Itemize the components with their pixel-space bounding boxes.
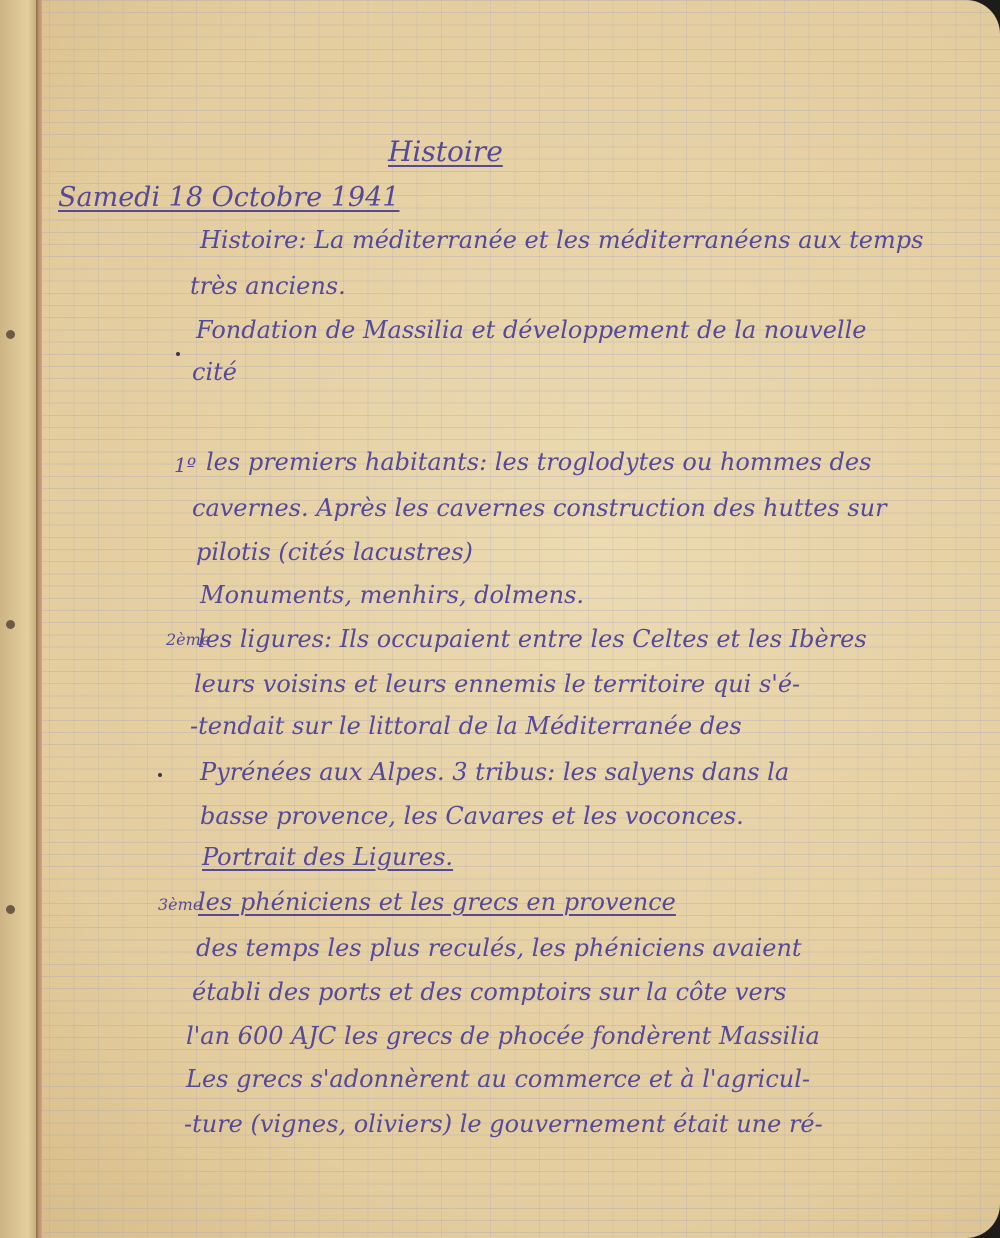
ink-dot <box>158 773 162 777</box>
text-line: très anciens. <box>190 272 346 300</box>
section-number: 1º <box>174 453 197 477</box>
text-line: pilotis (cités lacustres) <box>196 538 473 566</box>
text-line: les ligures: Ils occupaient entre les Celtes et les Ibères <box>198 625 867 653</box>
section-number: 3ème <box>158 895 203 914</box>
previous-page-edge <box>0 0 40 1238</box>
text-line: -ture (vignes, oliviers) le gouvernement était une ré- <box>184 1110 823 1138</box>
entry-date: Samedi 18 Octobre 1941 <box>58 182 400 213</box>
text-line: leurs voisins et leurs ennemis le territoire qui s'é- <box>194 670 801 698</box>
page-title: Histoire <box>388 135 503 168</box>
text-line: cavernes. Après les cavernes construction des huttes sur <box>192 494 887 522</box>
text-line: l'an 600 AJC les grecs de phocée fondèrent Massilia <box>186 1022 820 1050</box>
section-heading: les phéniciens et les grecs en provence <box>198 888 676 916</box>
margin-line <box>40 0 42 1238</box>
section-heading: Portrait des Ligures. <box>202 843 454 871</box>
section-number: 2ème <box>166 630 211 649</box>
text-line: basse provence, les Cavares et les voconces. <box>200 802 744 830</box>
ink-dot <box>176 352 180 356</box>
text-line: Monuments, menhirs, dolmens. <box>200 581 585 609</box>
text-line: les premiers habitants: les troglodytes ou hommes des <box>206 448 872 476</box>
text-line: Pyrénées aux Alpes. 3 tribus: les salyens dans la <box>200 758 790 786</box>
text-line: des temps les plus reculés, les phéniciens avaient <box>196 934 802 962</box>
text-line: Histoire: La méditerranée et les méditerranéens aux temps <box>200 226 924 254</box>
text-line: établi des ports et des comptoirs sur la côte vers <box>192 978 787 1006</box>
text-line: -tendait sur le littoral de la Méditerranée des <box>190 712 742 740</box>
text-line: Fondation de Massilia et développement de la nouvelle <box>196 316 867 344</box>
text-line: Les grecs s'adonnèrent au commerce et à l'agricul- <box>186 1065 811 1093</box>
text-line: cité <box>192 358 237 386</box>
